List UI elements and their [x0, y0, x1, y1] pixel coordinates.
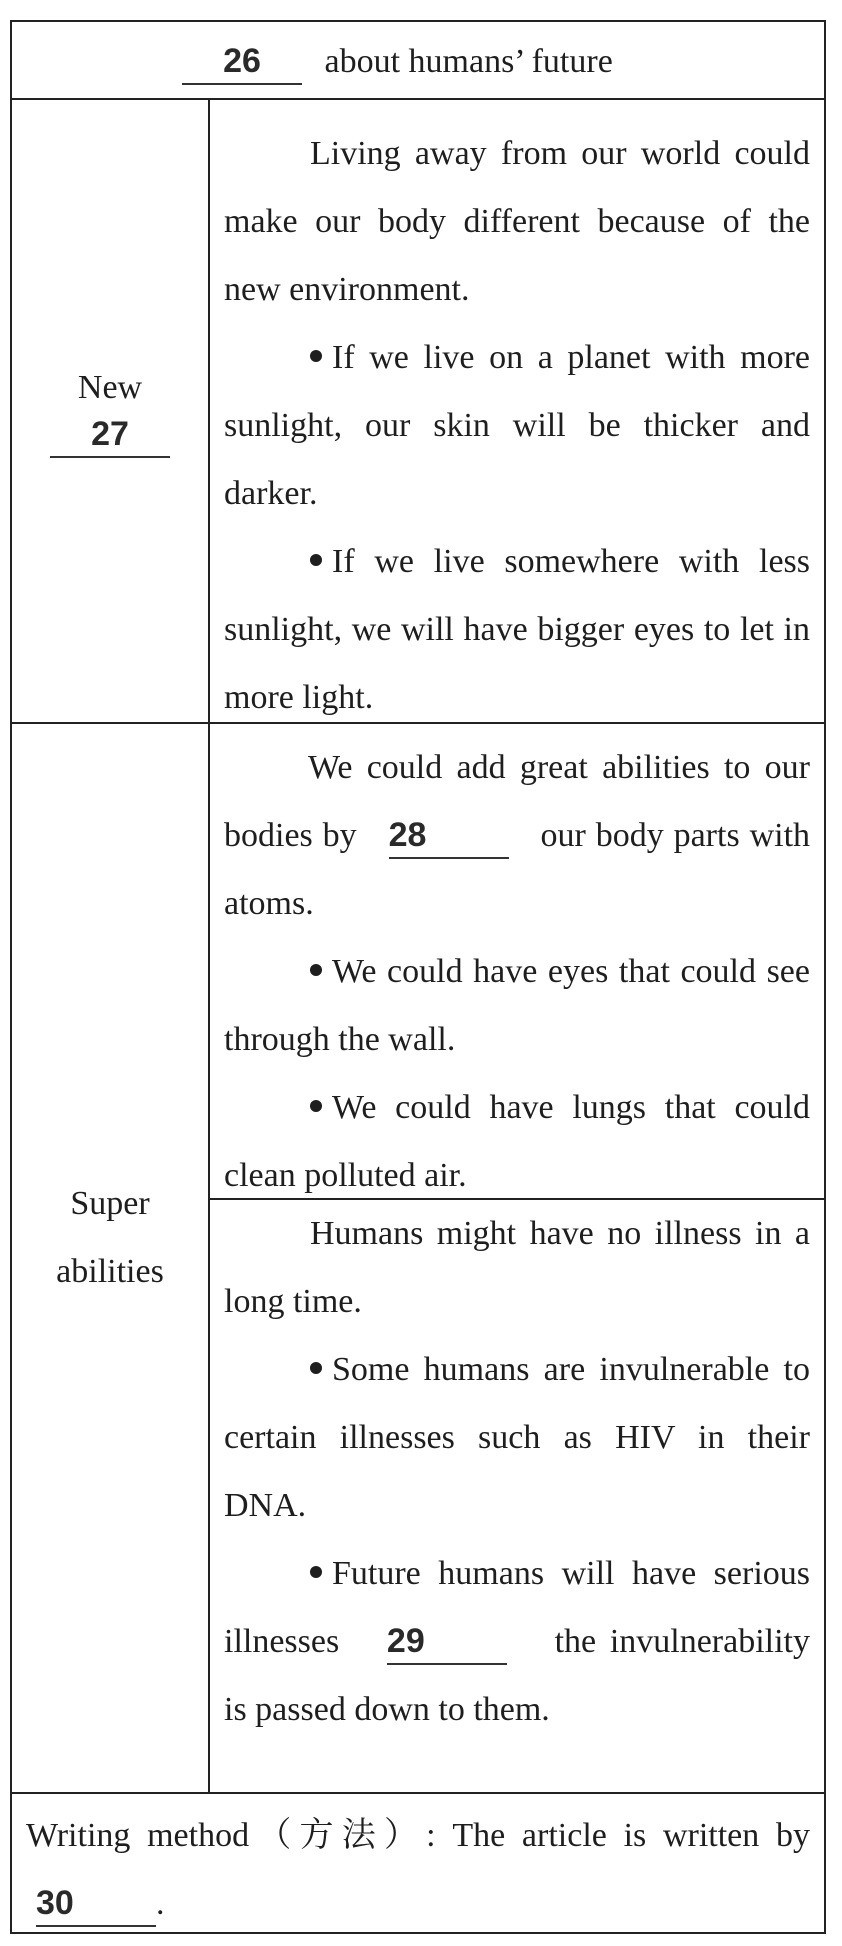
section1-intro-text: Living away from our world could make our body different because of the new environment.: [224, 135, 810, 308]
section-label-text: New: [77, 369, 143, 406]
section-label-new: [12, 354, 208, 460]
row-divider-header: [12, 98, 824, 100]
section-label-line1: Super: [70, 1185, 150, 1222]
section1-bullet-2-text: If we live somewhere with less sunlight, we will have bigger eyes to let in more light.: [224, 543, 810, 716]
worksheet-table: [10, 20, 826, 1934]
section2-part2-bullet-1: [224, 1336, 810, 1540]
section1-bullet-1-text: If we live on a planet with more sunlight, our skin will be thicker and darker.: [224, 339, 810, 512]
bullet-icon: [310, 350, 322, 362]
section-label-super-abilities: [12, 1170, 208, 1306]
section1-bullet-1: [224, 324, 810, 528]
section2-part1-bullet-1: [224, 938, 810, 1074]
section2-part1-bullet-2-text: We could have lungs that could clean polluted air.: [224, 1089, 810, 1194]
section1-intro: [224, 120, 810, 324]
bullet-icon: [310, 554, 322, 566]
section2-part2-bullet-1-text: Some humans are invulnerable to certain illnesses such as HIV in their DNA.: [224, 1351, 810, 1524]
answer-blank-30[interactable]: 30: [36, 1881, 156, 1927]
section2-part1-intro-before: We could add great abilities to our bodies by: [224, 749, 810, 854]
bullet-icon: [310, 1100, 322, 1112]
answer-blank-29[interactable]: 29: [387, 1619, 507, 1665]
section2-part2-intro-text: Humans might have no illness in a long time.: [224, 1215, 810, 1320]
section2-part2-bullet-2-after: the invulnerability is passed down to them.: [224, 1623, 810, 1728]
section1-bullet-2: [224, 528, 810, 732]
answer-blank-26[interactable]: 26: [182, 39, 302, 85]
column-divider: [208, 98, 210, 1792]
header-row: [182, 28, 613, 96]
footer-text-after: .: [156, 1885, 165, 1922]
section2-part1-intro-after: our body parts with atoms.: [224, 817, 811, 922]
section2-part1-intro: [224, 734, 810, 938]
bullet-icon: [310, 964, 322, 976]
header-title: about humans’ future: [324, 43, 613, 80]
bullet-icon: [310, 1566, 322, 1578]
section-label-line2: abilities: [56, 1253, 164, 1290]
section2-part2-bullet-2: [224, 1540, 810, 1744]
section2-part2-bullet-2-before: Future humans will have serious illnesses: [224, 1555, 810, 1660]
section2-part1-bullet-1-text: We could have eyes that could see through the wall.: [224, 953, 810, 1058]
section2-part1-bullet-2: [224, 1074, 810, 1210]
footer-writing-method: [26, 1802, 810, 1938]
bullet-icon: [310, 1362, 322, 1374]
answer-blank-28[interactable]: 28: [389, 813, 509, 859]
answer-blank-27[interactable]: 27: [50, 412, 170, 458]
row-divider-footer: [12, 1792, 824, 1794]
footer-text-before: Writing method（方法）: The article is written by: [26, 1817, 810, 1854]
section2-part2-intro: [224, 1200, 810, 1336]
